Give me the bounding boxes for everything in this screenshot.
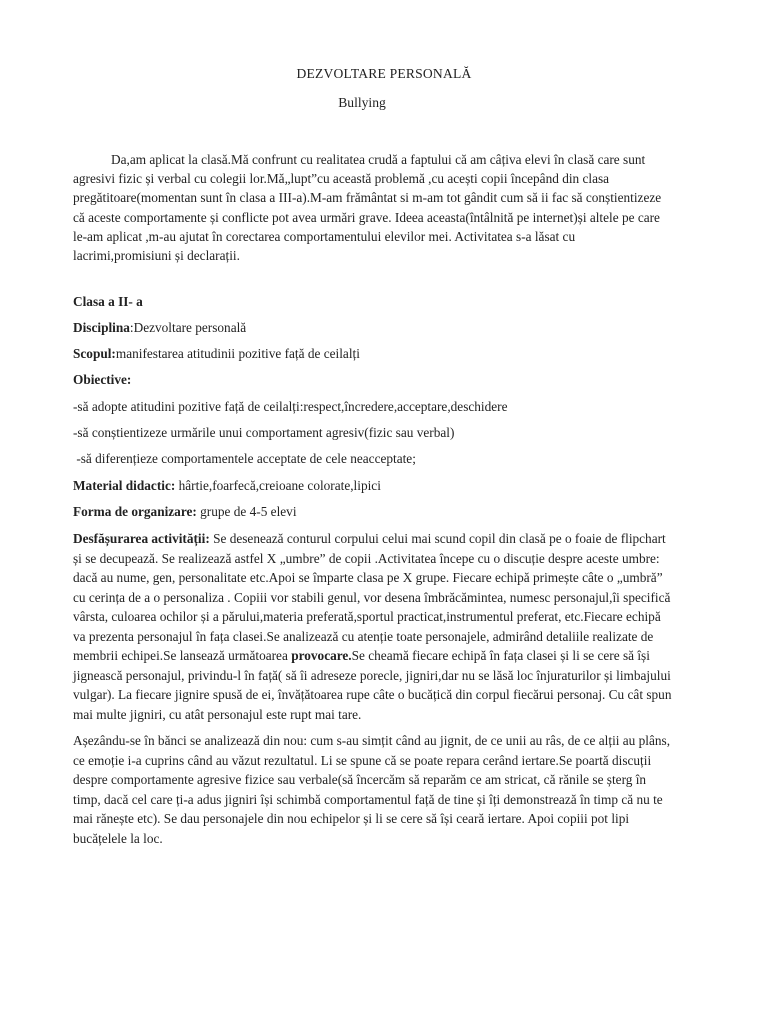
scope-label: Scopul: <box>73 346 116 361</box>
scope-value: manifestarea atitudinii pozitive față de ceilalți <box>115 346 360 361</box>
organization-line <box>73 504 693 520</box>
activity-provocation: provocare. <box>291 648 352 663</box>
material-value: hârtie,foarfecă,creioane colorate,lipici <box>175 478 381 493</box>
organization-value: grupe de 4-5 elevi <box>196 504 297 519</box>
discipline-line <box>73 320 693 336</box>
discipline-label: Disciplina <box>73 320 130 335</box>
objective-item: -să diferențieze comportamentele acceptate de cele neacceptate; <box>73 451 416 466</box>
organization-label: Forma de organizare: <box>73 504 197 519</box>
activity-text-2: Se cheamă fiecare echipă în fața clasei și li se cere să își jignească personajul, privindu-l în față( să îi adreseze porecle, jigniri,dar nu se lăsă loc înjuraturilor și limbajului vulgar). La fiecare jignire spusă de ei, învățătoarea rupe câte o bucățică din corpul fiecărui personaj. Cu cât spun mai multe jigniri, cu atât personajul este rupt mai tare. <box>73 648 672 722</box>
objectives-heading: Obiective: <box>73 372 132 387</box>
document-subtitle: Bullying <box>338 95 386 110</box>
document-title: DEZVOLTARE PERSONALĂ <box>296 66 472 81</box>
activity-text-1: Se desenează conturul corpului celui mai scund copil din clasă pe o foaie de flipchart și se decupează. Se realizează astfel X „umbre” de copii .Activitatea începe cu o discuție despre aceste umbre: dacă au nume, gen, personalitate etc.Apoi se împarte clasa pe X grupe. Fiecare echipă primește câte o „umbră” cu cerința de a o personaliza . Copiii vor stabili genul, vor desena îmbrăcămintea, numesc personajul,îi specifică vârsta, culoarea ochilor și a părului,materia preferată,sportul practicat,instrumentul preferat, etc.Fiecare echipă va prezenta personajul în fața clasei.Se analizează cu atenție toate personajele, admirând detaliile realizate de membrii echipei.Se lansează următoarea <box>73 531 671 663</box>
material-line <box>73 478 693 494</box>
activity-label: Desfășurarea activității: <box>73 531 210 546</box>
objective-item: -să conștientizeze urmările unui comportament agresiv(fizic sau verbal) <box>73 425 455 440</box>
discipline-value: :Dezvoltare personală <box>129 320 247 335</box>
class-heading: Clasa a II- a <box>73 294 143 309</box>
final-paragraph: Așezându-se în bănci se analizează din nou: cum s-au simțit când au jignit, de ce unii au râs, de ce alții au plâns, ce emoție i-a cuprins când au văzut rezultatul. Li se spune că se poate repara cerând iertare.Se poartă discuții despre comportamente agresive fizice sau verbale(să încercăm să reparăm ce am stricat, că rănile se șterg în timp, dacă cel care ți-a adus jigniri își schimbă comportamentul față de tine și îți demonstrează în timp că nu te mai rănește etc). Se dau personajele din nou echipelor și li se cere să își ceară iertare. Apoi copiii pot lipi bucățelele la loc. <box>73 733 671 846</box>
activity-paragraph <box>73 529 673 724</box>
intro-paragraph: Da,am aplicat la clasă.Mă confrunt cu realitatea crudă a faptului că am câțiva elevi în clasă care sunt agresivi fizic și verbal cu colegii lor.Mă„lupt”cu această problemă ,cu acești copii începând din clasa pregătitoare(momentan sunt în clasa a III-a).M-am frământat si m-am tot gândit cum să ii fac să conștientizeze că aceste comportamente și conflicte pot avea urmări grave. Ideea aceasta(întâlnită pe internet)și altele pe care le-am aplicat ,m-au ajutat în corectarea comportamentului elevilor mei. Activitatea s-a lăsat cu lacrimi,promisiuni și declarații. <box>73 152 662 264</box>
material-label: Material didactic: <box>73 478 176 493</box>
objective-item: -să adopte atitudini pozitive față de ceilalți:respect,încredere,acceptare,deschidere <box>73 399 508 414</box>
scope-line <box>73 346 693 362</box>
